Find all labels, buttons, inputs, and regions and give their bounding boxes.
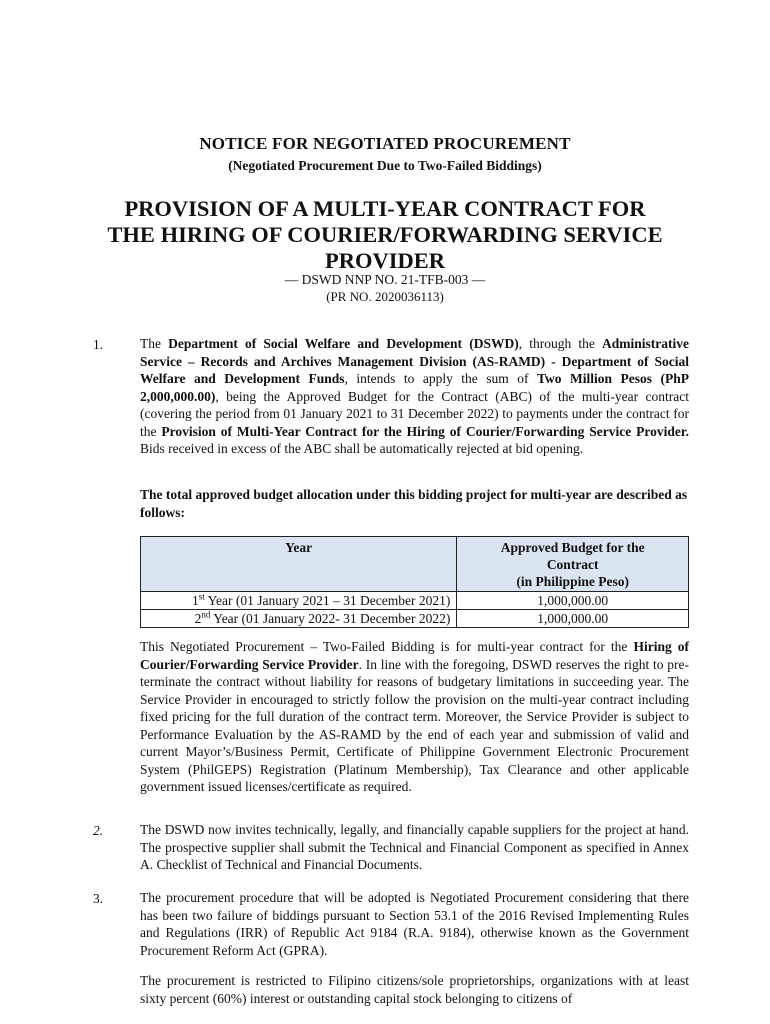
table-row [141, 610, 689, 628]
title-line-1: PROVISION OF A MULTI-YEAR CONTRACT FOR [124, 196, 646, 221]
year-ordinal: 1 [192, 593, 199, 608]
amount-cell: 1,000,000.00 [457, 610, 689, 628]
title-line-3: PROVIDER [324, 248, 445, 273]
section-2-number: 2. [93, 823, 104, 838]
reference-number: — DSWD NNP NO. 21-TFB-003 — [284, 272, 486, 287]
section-1-paragraph-2 [140, 638, 689, 796]
col-year-header: Year [141, 537, 457, 592]
col-budget-header-line: Approved Budget for the [500, 540, 645, 555]
section-3-number: 3. [93, 891, 104, 906]
notice-subtitle: (Negotiated Procurement Due to Two-Failed Biddings) [228, 158, 542, 173]
s1-division-name: Administrative Service – Records and Archives Management Division (AS-RAMD) - Department of Social Welfare and Development Funds [140, 336, 689, 386]
year-cell [141, 610, 457, 628]
main-title [0, 196, 770, 274]
pr-number: (PR NO. 2020036113) [326, 289, 444, 304]
s1-text: , intends to apply the sum of [344, 371, 538, 386]
section-1-paragraph [140, 335, 689, 458]
notice-title: NOTICE FOR NEGOTIATED PROCUREMENT [199, 134, 571, 153]
year-label: Year (01 January 2021 – 31 December 2021) [204, 593, 451, 608]
section-1-number: 1. [93, 337, 104, 352]
table-header-row [141, 537, 689, 592]
s1-text: The [140, 336, 169, 351]
s1-text: , through the [518, 336, 602, 351]
year-ordinal-suffix: st [198, 591, 205, 602]
budget-table [140, 536, 689, 628]
year-ordinal-suffix: nd [201, 609, 211, 620]
year-ordinal: 2 [194, 611, 202, 626]
title-line-2: THE HIRING OF COURIER/FORWARDING SERVICE [107, 222, 663, 247]
section-2-paragraph: The DSWD now invites technically, legally, and financially capable suppliers for the project at hand. The prospective supplier shall submit the Technical and Financial Component as specified in Annex A. Checklist of Technical and Financial Documents. [140, 822, 689, 872]
s1p2-text: . In line with the foregoing, DSWD reserves the right to pre-terminate the contract without liability for reasons of budgetary limitations in succeeding year. The Service Provider in encouraged to strictly follow the provision on the multi-year contract including fixed pricing for the full duration of the contract term. Moreover, the Service Provider is subject to Performance Evaluation by the AS-RAMD by the end of each year and submission of valid and current Mayor’s/Business Permit, Certificate of Philippine Government Electronic Procurement System (PhilGEPS) Registration (Platinum Membership), Tax Clearance and other applicable government issued licenses/certificate as required. [140, 656, 689, 794]
amount-cell: 1,000,000.00 [457, 592, 689, 610]
s1p2-text: This Negotiated Procurement – Two-Failed Bidding is for multi-year contract for the [140, 639, 634, 654]
s1p2-project-name: Hiring of Courier/Forwarding Service Provider [140, 639, 689, 672]
section-3-paragraph-2: The procurement is restricted to Filipino citizens/sole proprietorships, organizations with at least sixty percent (60%) interest or outstanding capital stock belonging to citizens of [140, 973, 689, 1006]
s1-dswd-name: Department of Social Welfare and Development (DSWD) [168, 336, 519, 351]
year-label: Year (01 January 2022- 31 December 2022) [210, 611, 451, 626]
s1-amount: Two Million Pesos (PhP 2,000,000.00) [140, 371, 689, 404]
year-cell [141, 592, 457, 610]
section-3-paragraph: The procurement procedure that will be adopted is Negotiated Procurement considering that there has been two failure of biddings pursuant to Section 53.1 of the 2016 Revised Implementing Rules and Regulations (IRR) of Republic Act 9184 (R.A. 9184), otherwise known as the Government Procurement Reform Act (GPRA). [140, 890, 689, 958]
allocation-intro: The total approved budget allocation under this bidding project for multi-year are described as follows: [140, 487, 688, 520]
s1-text: , being the Approved Budget for the Contract (ABC) of the multi-year contract (covering the period from 01 January 2021 to 31 December 2022) to payments under the contract for the [140, 388, 689, 439]
table-row [141, 592, 689, 610]
col-budget-header-line: Contract [546, 557, 599, 572]
col-budget-header-line: (in Philippine Peso) [516, 574, 629, 589]
s1-text: Bids received in excess of the ABC shall be automatically rejected at bid opening. [140, 441, 584, 456]
col-budget-header [457, 537, 689, 592]
s1-project-name: Provision of Multi-Year Contract for the Hiring of Courier/Forwarding Service Provider. [161, 423, 689, 439]
